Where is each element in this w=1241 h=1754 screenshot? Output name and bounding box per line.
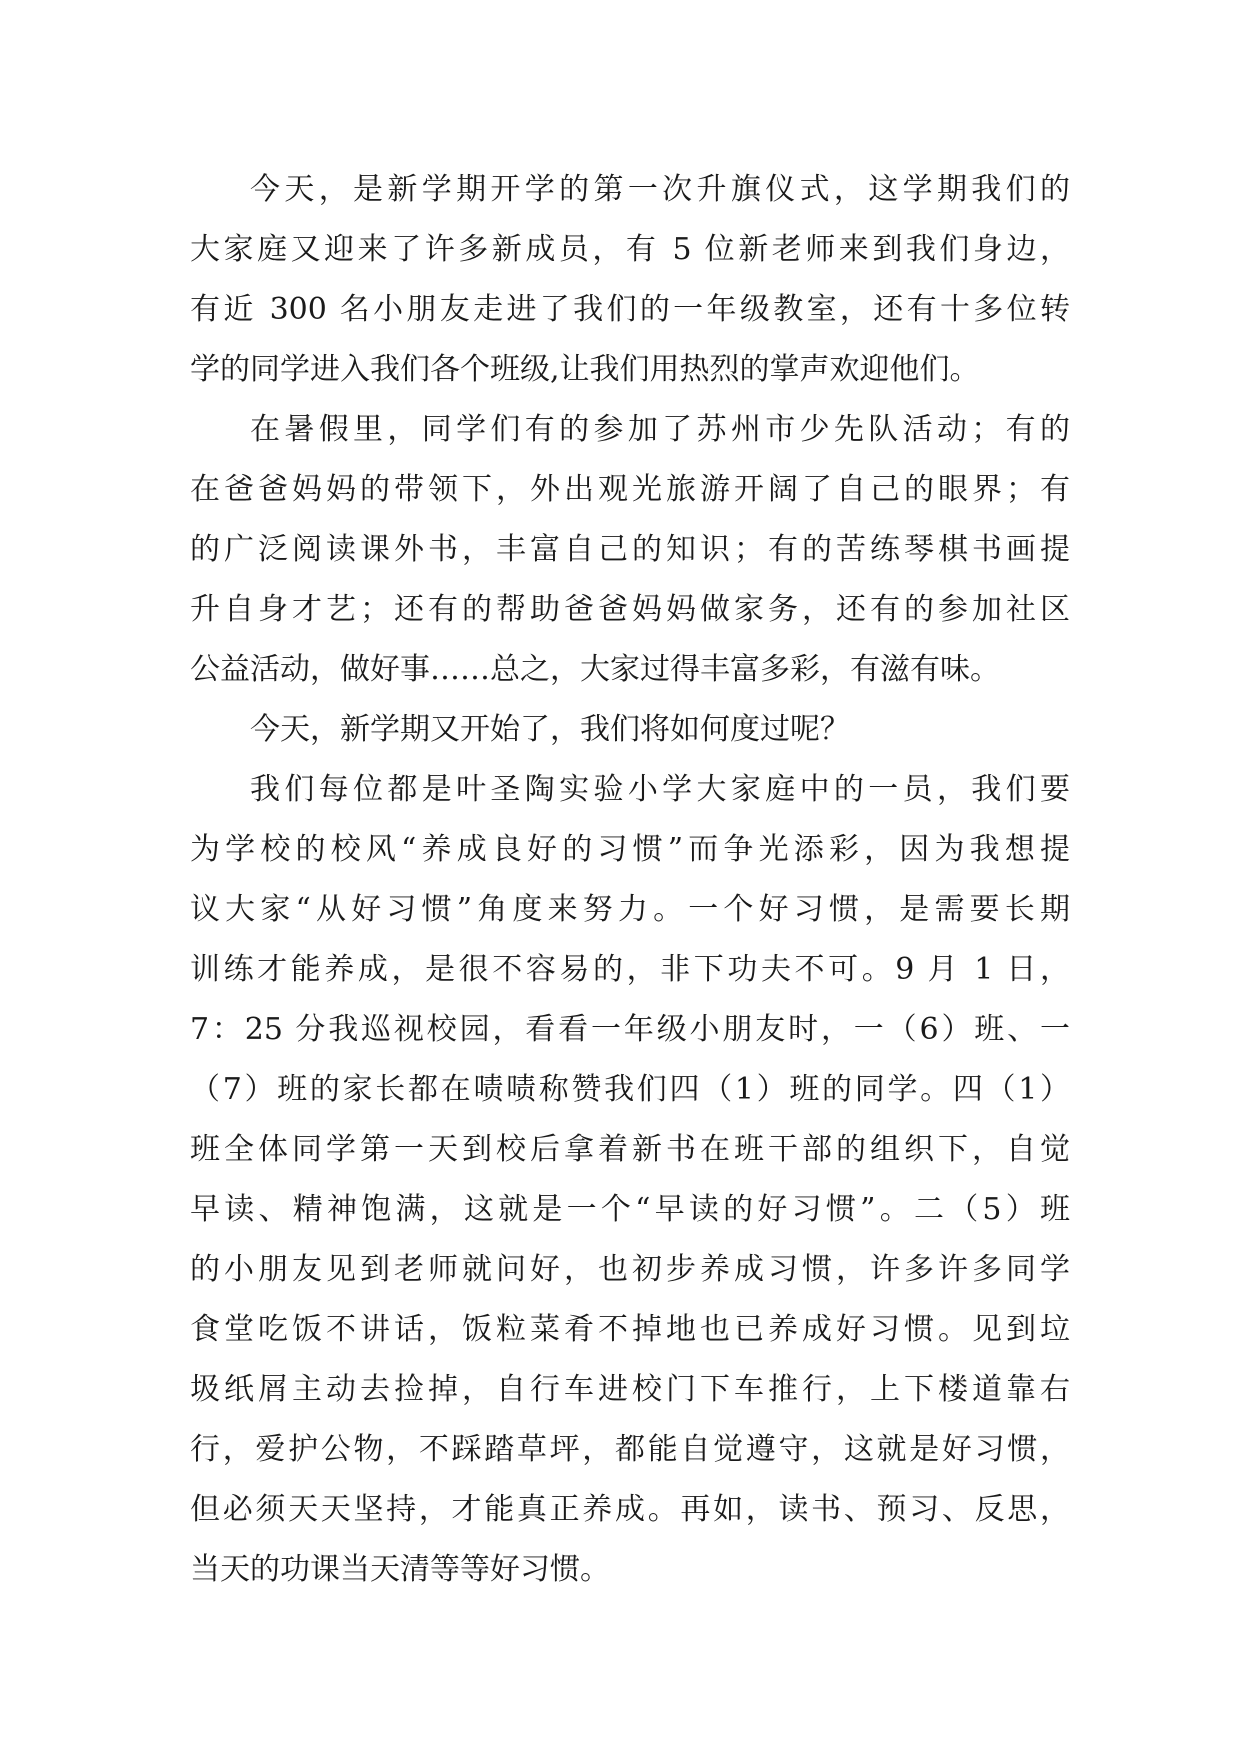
text-line: 班全体同学第一天到校后拿着新书在班干部的组织下，自觉	[190, 1132, 1070, 1167]
text-line: 7：25 分我巡视校园，看看一年级小朋友时，一（6）班、一	[190, 1012, 1070, 1047]
text-line: 大家庭又迎来了许多新成员，有 5 位新老师来到我们身边，	[190, 232, 1070, 267]
text-line: 学的同学进入我们各个班级,让我们用热烈的掌声欢迎他们。	[190, 352, 980, 387]
text-line: 圾纸屑主动去捡掉，自行车进校门下车推行，上下楼道靠右	[190, 1372, 1070, 1407]
text-line: 行，爱护公物，不踩踏草坪，都能自觉遵守，这就是好习惯，	[190, 1432, 1070, 1467]
text-line: （7）班的家长都在啧啧称赞我们四（1）班的同学。四（1）	[190, 1072, 1070, 1107]
text-line: 在暑假里，同学们有的参加了苏州市少先队活动；有的	[250, 412, 1070, 447]
text-line: 训练才能养成，是很不容易的，非下功夫不可。9 月 1 日，	[190, 952, 1070, 987]
text-line: 我们每位都是叶圣陶实验小学大家庭中的一员，我们要	[250, 772, 1070, 807]
text-line: 有近 300 名小朋友走进了我们的一年级教室，还有十多位转	[190, 292, 1070, 327]
text-line: 食堂吃饭不讲话，饭粒菜肴不掉地也已养成好习惯。见到垃	[190, 1312, 1070, 1347]
text-line: 早读、精神饱满，这就是一个“早读的好习惯”。二（5）班	[190, 1192, 1070, 1227]
text-line: 今天，是新学期开学的第一次升旗仪式，这学期我们的	[250, 172, 1070, 207]
text-line: 的小朋友见到老师就问好，也初步养成习惯，许多许多同学	[190, 1252, 1070, 1287]
text-line: 升自身才艺；还有的帮助爸爸妈妈做家务，还有的参加社区	[190, 592, 1070, 627]
text-line: 当天的功课当天清等等好习惯。	[190, 1552, 610, 1587]
text-line: 但必须天天坚持，才能真正养成。再如，读书、预习、反思，	[190, 1492, 1070, 1527]
text-line: 的广泛阅读课外书，丰富自己的知识；有的苦练琴棋书画提	[190, 532, 1070, 567]
text-line: 为学校的校风“养成良好的习惯”而争光添彩，因为我想提	[190, 832, 1070, 867]
text-line: 议大家“从好习惯”角度来努力。一个好习惯，是需要长期	[190, 892, 1070, 927]
text-line: 公益活动，做好事……总之，大家过得丰富多彩，有滋有味。	[190, 652, 1000, 687]
text-line: 今天，新学期又开始了，我们将如何度过呢？	[250, 712, 850, 747]
text-line: 在爸爸妈妈的带领下，外出观光旅游开阔了自己的眼界；有	[190, 472, 1070, 507]
speech-text-body	[190, 160, 1070, 1600]
